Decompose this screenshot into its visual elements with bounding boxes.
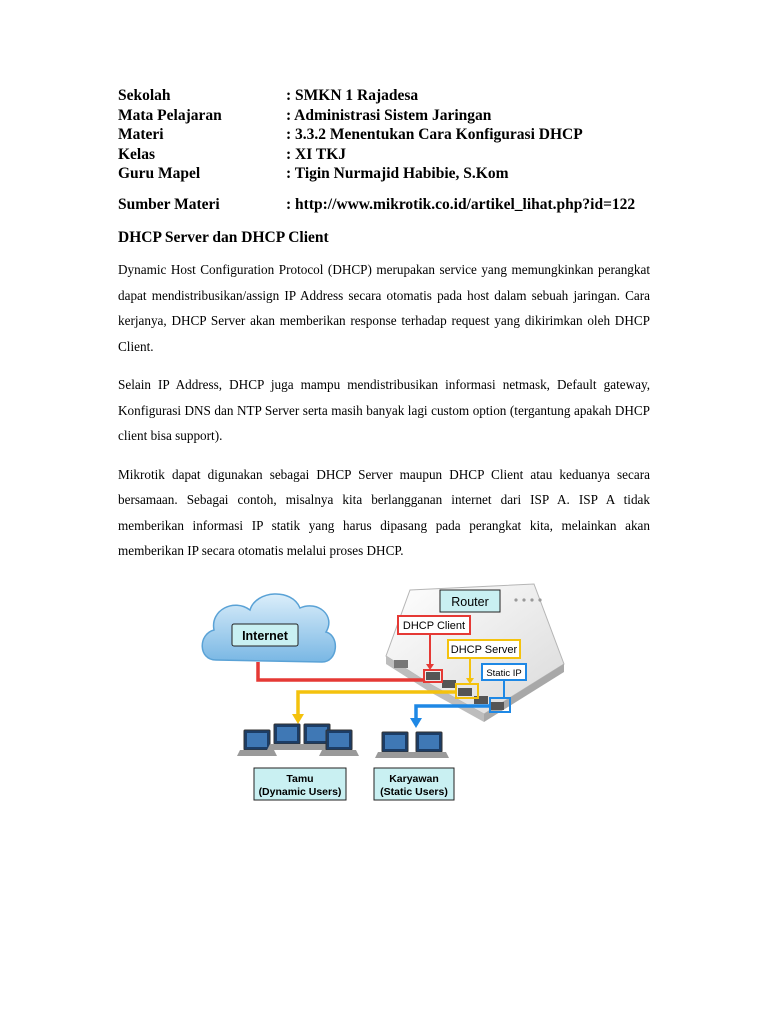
header-row-school (118, 86, 650, 106)
header-row-source (118, 195, 650, 215)
guest-label-line1: Tamu (286, 773, 314, 785)
header-value: : SMKN 1 Rajadesa (286, 87, 419, 104)
router-to-guest-link (298, 692, 456, 716)
internet-label: Internet (242, 629, 288, 643)
guest-laptops-icon (237, 724, 359, 756)
header-row-class (118, 145, 650, 165)
dhcp-server-label: DHCP Server (450, 644, 518, 656)
header-label: Materi (118, 126, 164, 143)
router-label: Router (451, 595, 489, 609)
header-row-material (118, 125, 650, 145)
header-label: Kelas (118, 145, 156, 163)
header-label: Guru Mapel (118, 165, 201, 182)
paragraph: Selain IP Address, DHCP juga mampu mendistribusikan informasi netmask, Default gateway, Konfigurasi DNS dan NTP Server serta masih banyak lagi custom option (tergantung apakah DHCP client bisa support). (118, 377, 650, 444)
header-value: : XI TKJ (286, 145, 347, 163)
dhcp-network-diagram (198, 582, 570, 804)
guest-arrowhead (292, 714, 304, 724)
header-row-subject (118, 106, 650, 126)
header-value: : Tigin Nurmajid Habibie, S.Kom (286, 165, 509, 182)
dhcp-client-label: DHCP Client (402, 620, 466, 632)
document-page (118, 86, 650, 577)
header-value: : Administrasi Sistem Jaringan (286, 106, 492, 124)
staff-laptops-icon (375, 732, 449, 758)
paragraph: Dynamic Host Configuration Protocol (DHCP) merupakan service yang memungkinkan perangkat dapat mendistribusikan/assign IP Address secara otomatis pada host dalam sebuah jaringan. Cara kerjanya, DHCP Server akan memberikan response terhadap request yang dikirimkan oleh DHCP Client. (118, 262, 650, 354)
paragraph: Mikrotik dapat digunakan sebagai DHCP Server maupun DHCP Client atau keduanya secara bersamaan. Sebagai contoh, misalnya kita berlangganan internet dari ISP A. ISP A tidak memberikan informasi IP statik yang harus dipasang pada perangkat kita, melainkan akan memberikan IP secara otomatis melalui proses DHCP. (118, 466, 650, 559)
header-value: : 3.3.2 Menentukan Cara Konfigurasi DHCP (286, 126, 583, 143)
guest-label-line2: (Dynamic Users) (258, 786, 342, 798)
header-label: Sekolah (118, 87, 171, 104)
staff-label-line2: (Static Users) (380, 786, 448, 798)
staff-arrowhead (410, 718, 422, 728)
header-info (118, 86, 650, 214)
source-link[interactable]: : http://www.mikrotik.co.id/artikel_lihat.php?id=122 (286, 195, 636, 213)
header-label: Mata Pelajaran (118, 106, 222, 124)
source-label: Sumber Materi (118, 195, 220, 213)
static-ip-label: Static IP (486, 668, 522, 679)
header-row-teacher (118, 164, 650, 184)
staff-label-line1: Karyawan (389, 773, 439, 785)
section-title: DHCP Server dan DHCP Client (118, 229, 329, 246)
